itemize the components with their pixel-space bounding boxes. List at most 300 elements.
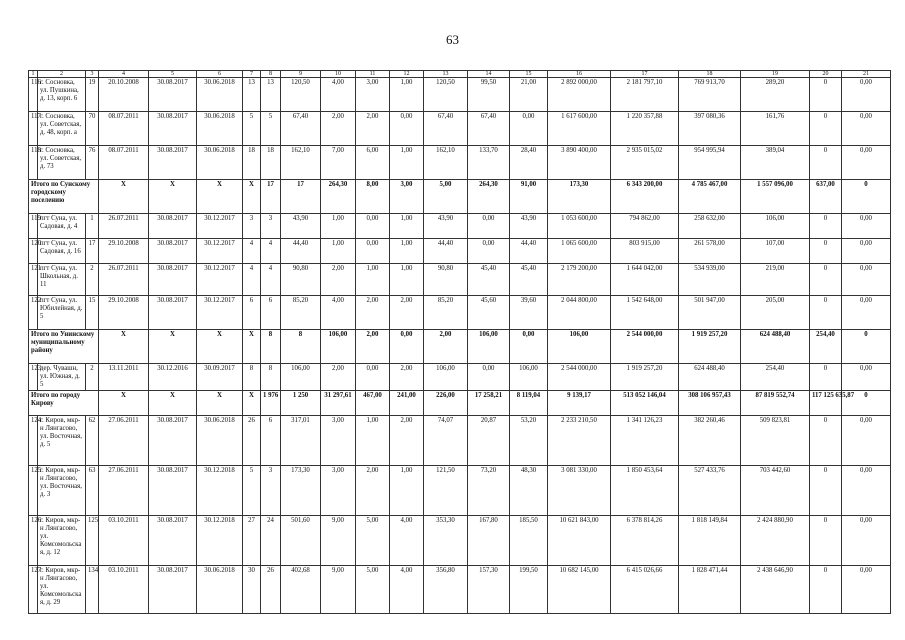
table-cell: 5,00 [356, 516, 390, 566]
table-cell: 0,00 [390, 112, 424, 146]
table-cell: 173,30 [548, 180, 611, 214]
table-cell: 254,40 [810, 330, 842, 364]
table-cell: 19 [86, 78, 99, 112]
table-cell: 2,00 [356, 330, 390, 364]
table-cell: 0,00 [842, 416, 891, 466]
table-cell: X [99, 391, 149, 416]
table-cell: 31 297,61 [321, 391, 356, 416]
table-cell: 30.08.2017 [149, 516, 197, 566]
table-cell: 106,00 [741, 214, 810, 239]
row-number-cell: 126 [29, 516, 38, 566]
table-cell: 205,00 [741, 296, 810, 330]
table-cell: 48,30 [510, 466, 548, 516]
table-cell: 0,00 [842, 296, 891, 330]
table-cell: 3 [261, 466, 281, 516]
table-cell: 1 220 357,88 [611, 112, 679, 146]
table-cell: 317,01 [281, 416, 321, 466]
column-number: 8 [261, 71, 281, 78]
table-cell: 30.12.2018 [197, 516, 243, 566]
column-number: 12 [390, 71, 424, 78]
table-cell: 30.06.2018 [197, 566, 243, 614]
table-cell: 44,40 [510, 239, 548, 264]
table-cell: 254,40 [741, 364, 810, 391]
table-cell: 1 919 257,20 [679, 330, 741, 364]
table-cell: 27.06.2011 [99, 416, 149, 466]
table-cell: 527 433,76 [679, 466, 741, 516]
table-cell: 382 260,46 [679, 416, 741, 466]
table-cell: 258 632,00 [679, 214, 741, 239]
table-cell: 1,00 [390, 466, 424, 516]
table-cell: 18 [261, 146, 281, 180]
table-cell: 134 [86, 566, 99, 614]
table-cell: 30.08.2017 [149, 296, 197, 330]
table-cell: 241,00 [390, 391, 424, 416]
table-row [29, 78, 891, 112]
table-cell: 30.06.2018 [197, 78, 243, 112]
table-cell: 1,00 [390, 264, 424, 296]
table-cell: 15 [86, 296, 99, 330]
table-cell: 7,00 [321, 146, 356, 180]
table-cell: 43,90 [281, 214, 321, 239]
table-cell: 76 [86, 146, 99, 180]
table-row [29, 516, 891, 566]
row-number-cell: 120 [29, 239, 38, 264]
table-cell: 45,60 [468, 296, 510, 330]
column-number: 7 [243, 71, 261, 78]
table-cell: 0,00 [468, 364, 510, 391]
table-cell: 4,00 [390, 516, 424, 566]
table-cell: 162,10 [424, 146, 468, 180]
table-cell: 3 [261, 214, 281, 239]
table-cell: 1,00 [321, 214, 356, 239]
table-cell: 45,40 [468, 264, 510, 296]
table-cell: 4,00 [321, 296, 356, 330]
table-cell: 264,30 [468, 180, 510, 214]
table-cell: 3 [243, 214, 261, 239]
table-cell: 794 862,00 [611, 214, 679, 239]
table-cell: 67,40 [424, 112, 468, 146]
table-cell: 106,00 [281, 364, 321, 391]
table-cell: 4,00 [321, 78, 356, 112]
table-cell: 5,00 [424, 180, 468, 214]
table-row [29, 296, 891, 330]
table-cell: 26 [261, 566, 281, 614]
table-cell: 0,00 [842, 146, 891, 180]
table-cell: 67,40 [281, 112, 321, 146]
table-cell: 1 341 126,23 [611, 416, 679, 466]
row-number-cell: 116 [29, 78, 38, 112]
table-cell: 0,00 [390, 330, 424, 364]
column-number: 15 [510, 71, 548, 78]
table-cell: 30.08.2017 [149, 78, 197, 112]
table-cell: 6 378 814,26 [611, 516, 679, 566]
table-cell: 106,00 [468, 330, 510, 364]
table-cell: 1 [86, 214, 99, 239]
column-number: 9 [281, 71, 321, 78]
table-cell: 63 [86, 466, 99, 516]
table-cell: 0,00 [356, 364, 390, 391]
table-cell: 162,10 [281, 146, 321, 180]
table-cell: 30.12.2017 [197, 214, 243, 239]
column-number: 2 [38, 71, 86, 78]
table-cell: 0 [810, 264, 842, 296]
table-cell: 769 913,70 [679, 78, 741, 112]
table-cell: 2 892 000,00 [548, 78, 611, 112]
table-cell: 6 415 026,66 [611, 566, 679, 614]
column-number: 11 [356, 71, 390, 78]
table-cell: 125 [86, 516, 99, 566]
table-cell: 30.08.2017 [149, 239, 197, 264]
table-cell: 3,00 [356, 78, 390, 112]
table-cell: 2 935 015,02 [611, 146, 679, 180]
table-cell: 0,00 [842, 214, 891, 239]
subtotal-label: Итого по городу Кирову [29, 391, 99, 416]
table-cell: 0 [810, 78, 842, 112]
table-cell: 0,00 [356, 214, 390, 239]
table-cell: 2 438 646,90 [741, 566, 810, 614]
table-cell: 30.08.2017 [149, 566, 197, 614]
table-cell: 27.06.2011 [99, 466, 149, 516]
table-cell: 2,00 [390, 296, 424, 330]
table-cell: 2,00 [321, 112, 356, 146]
table-cell: 0 [842, 391, 891, 416]
table-cell: 389,04 [741, 146, 810, 180]
row-number-cell: 127 [29, 566, 38, 614]
table-cell: 226,00 [424, 391, 468, 416]
table-cell: 703 442,60 [741, 466, 810, 516]
table-cell: 1 065 600,00 [548, 239, 611, 264]
table-cell: 624 488,40 [679, 364, 741, 391]
table-cell: 30.08.2017 [149, 112, 197, 146]
page-number: 63 [446, 32, 459, 47]
address-cell: г. Сосновка, ул. Пушкина, д. 13, корп. 6 [38, 78, 86, 112]
address-cell: г. Сосновка, ул. Советская, д. 73 [38, 146, 86, 180]
table-cell: 8 [281, 330, 321, 364]
table-cell: 0 [810, 364, 842, 391]
table-cell: 161,76 [741, 112, 810, 146]
table-cell: 0,00 [510, 112, 548, 146]
row-number-cell: 121 [29, 264, 38, 296]
table-cell: X [243, 391, 261, 416]
table-cell: 120,50 [424, 78, 468, 112]
table-cell: 121,50 [424, 466, 468, 516]
table-cell: 1 818 149,84 [679, 516, 741, 566]
table-cell: 1,00 [390, 214, 424, 239]
table-cell: 8 [243, 364, 261, 391]
subtotal-row [29, 330, 891, 364]
table-cell: 20.10.2008 [99, 78, 149, 112]
table-cell: 5,00 [356, 566, 390, 614]
table-cell: 219,00 [741, 264, 810, 296]
table-cell: 30.12.2017 [197, 239, 243, 264]
column-number: 13 [424, 71, 468, 78]
table-cell: 120,50 [281, 78, 321, 112]
table-row [29, 566, 891, 614]
table-cell: 1 644 042,00 [611, 264, 679, 296]
table-cell: 117 125 635,87 [810, 391, 842, 416]
table-cell: 87 819 552,74 [741, 391, 810, 416]
table-cell: 30.06.2018 [197, 112, 243, 146]
table-cell: 6 [243, 296, 261, 330]
table-cell: 90,80 [281, 264, 321, 296]
table-cell: 03.10.2011 [99, 566, 149, 614]
column-number: 6 [197, 71, 243, 78]
table-cell: 2 544 000,00 [611, 330, 679, 364]
table-cell: 2,00 [356, 466, 390, 516]
table-cell: 30 [243, 566, 261, 614]
table-cell: 13 [261, 78, 281, 112]
address-cell: пгт Суна, ул. Школьная, д. 11 [38, 264, 86, 296]
row-number-cell: 125 [29, 466, 38, 516]
table-cell: 157,30 [468, 566, 510, 614]
table-cell: 08.07.2011 [99, 146, 149, 180]
table-cell: 2,00 [321, 364, 356, 391]
table-cell: 6 343 200,00 [611, 180, 679, 214]
column-number: 16 [548, 71, 611, 78]
table-cell: 0 [842, 180, 891, 214]
table-cell: 1 557 096,00 [741, 180, 810, 214]
table-cell: X [149, 391, 197, 416]
address-cell: г. Киров, мкр-н Лянгасово, ул. Комсомольская, д. 12 [38, 516, 86, 566]
address-cell: г. Сосновка, ул. Советская, д. 48, корп. а [38, 112, 86, 146]
table-cell: 10 621 843,00 [548, 516, 611, 566]
table-cell: 13.11.2011 [99, 364, 149, 391]
table-cell: 0 [810, 516, 842, 566]
table-cell: 167,80 [468, 516, 510, 566]
table-cell: 2 179 200,00 [548, 264, 611, 296]
table-cell: 9,00 [321, 516, 356, 566]
table-cell: 353,30 [424, 516, 468, 566]
table-cell: 9 139,17 [548, 391, 611, 416]
table-row [29, 146, 891, 180]
table-cell: 2,00 [390, 416, 424, 466]
subtotal-label: Итого по Сунскому городскому поселению [29, 180, 99, 214]
table-cell: 30.08.2017 [149, 214, 197, 239]
table-cell: 8 119,04 [510, 391, 548, 416]
row-number-cell: 118 [29, 146, 38, 180]
table-cell: 402,68 [281, 566, 321, 614]
table-cell: 1,00 [321, 239, 356, 264]
table-row [29, 264, 891, 296]
table-cell: 30.12.2017 [197, 264, 243, 296]
subtotal-row [29, 180, 891, 214]
register-table-body [29, 71, 891, 614]
table-cell: 8 [261, 330, 281, 364]
table-cell: 0,00 [842, 364, 891, 391]
table-cell: 2,00 [356, 296, 390, 330]
table-cell: 3,00 [321, 466, 356, 516]
table-cell: 501,60 [281, 516, 321, 566]
table-cell: 397 080,36 [679, 112, 741, 146]
table-cell: 29.10.2008 [99, 296, 149, 330]
column-number: 1 [29, 71, 38, 78]
table-cell: 27 [243, 516, 261, 566]
table-cell: 74,07 [424, 416, 468, 466]
table-cell: 0,00 [842, 112, 891, 146]
table-cell: X [149, 330, 197, 364]
table-cell: X [99, 180, 149, 214]
table-cell: 2 544 000,00 [548, 364, 611, 391]
table-cell: 1 617 600,00 [548, 112, 611, 146]
table-cell: 3 890 400,00 [548, 146, 611, 180]
table-cell: 44,40 [281, 239, 321, 264]
table-cell: 30.08.2017 [149, 146, 197, 180]
table-cell: 0,00 [842, 264, 891, 296]
table-cell: 2 044 800,00 [548, 296, 611, 330]
table-cell: 173,30 [281, 466, 321, 516]
table-cell: 26.07.2011 [99, 264, 149, 296]
table-cell: 133,70 [468, 146, 510, 180]
table-cell: 106,00 [548, 330, 611, 364]
column-number: 3 [86, 71, 99, 78]
table-cell: 45,40 [510, 264, 548, 296]
table-row [29, 416, 891, 466]
table-cell: 0 [842, 330, 891, 364]
row-number-cell: 122 [29, 296, 38, 330]
table-cell: 185,50 [510, 516, 548, 566]
table-cell: 6 [261, 296, 281, 330]
table-cell: 30.06.2018 [197, 146, 243, 180]
table-cell: X [197, 330, 243, 364]
table-cell: 1 250 [281, 391, 321, 416]
row-number-cell: 124 [29, 416, 38, 466]
table-cell: 10 682 145,00 [548, 566, 611, 614]
table-cell: 2,00 [321, 264, 356, 296]
table-cell: 0,00 [842, 516, 891, 566]
table-row [29, 239, 891, 264]
address-cell: дер. Чувашн, ул. Южная, д. 5 [38, 364, 86, 391]
table-cell: 30.12.2016 [149, 364, 197, 391]
table-cell: 39,60 [510, 296, 548, 330]
table-cell: 0 [810, 146, 842, 180]
table-cell: X [243, 180, 261, 214]
table-row [29, 112, 891, 146]
address-cell: г. Киров, мкр-н Лянгасово, ул. Восточная, д. 3 [38, 466, 86, 516]
table-cell: X [243, 330, 261, 364]
table-cell: 0,00 [468, 239, 510, 264]
column-number-row [29, 71, 891, 78]
column-number: 17 [611, 71, 679, 78]
column-number: 20 [810, 71, 842, 78]
table-cell: 0,00 [356, 239, 390, 264]
table-cell: 90,80 [424, 264, 468, 296]
table-cell: 501 947,00 [679, 296, 741, 330]
table-cell: 08.07.2011 [99, 112, 149, 146]
table-cell: 6 [261, 416, 281, 466]
table-cell: 0 [810, 112, 842, 146]
table-cell: 1,00 [356, 416, 390, 466]
table-cell: 3,00 [321, 416, 356, 466]
table-cell: 8,00 [356, 180, 390, 214]
table-cell: 91,00 [510, 180, 548, 214]
table-row [29, 466, 891, 516]
table-cell: X [149, 180, 197, 214]
table-cell: 3,00 [390, 180, 424, 214]
table-cell: 0,00 [510, 330, 548, 364]
table-cell: 43,90 [510, 214, 548, 239]
table-cell: 4 [261, 264, 281, 296]
table-cell: X [197, 180, 243, 214]
table-cell: 62 [86, 416, 99, 466]
table-cell: 0 [810, 239, 842, 264]
address-cell: пгт Суна, ул. Юбилейная, д. 5 [38, 296, 86, 330]
table-cell: 18 [243, 146, 261, 180]
subtotal-row [29, 391, 891, 416]
table-cell: 43,90 [424, 214, 468, 239]
table-cell: 17 258,21 [468, 391, 510, 416]
table-cell: 1 919 257,20 [611, 364, 679, 391]
table-cell: 264,30 [321, 180, 356, 214]
table-cell: 4 [243, 239, 261, 264]
address-cell: г. Киров, мкр-н Лянгасово, ул. Восточная, д. 5 [38, 416, 86, 466]
table-cell: 85,20 [281, 296, 321, 330]
table-cell: 8 [261, 364, 281, 391]
table-cell: 2,00 [390, 364, 424, 391]
subtotal-label: Итого по Унинскому муниципальному району [29, 330, 99, 364]
table-cell: 26 [243, 416, 261, 466]
table-cell: 0,00 [468, 214, 510, 239]
table-cell: 2 424 880,90 [741, 516, 810, 566]
register-table [28, 70, 891, 614]
table-cell: 6,00 [356, 146, 390, 180]
table-cell: 1,00 [390, 78, 424, 112]
column-number: 5 [149, 71, 197, 78]
row-number-cell: 123 [29, 364, 38, 391]
table-cell: 03.10.2011 [99, 516, 149, 566]
table-cell: 467,00 [356, 391, 390, 416]
table-cell: 13 [243, 78, 261, 112]
table-cell: 30.08.2017 [149, 264, 197, 296]
table-cell: 26.07.2011 [99, 214, 149, 239]
table-cell: 1,00 [356, 264, 390, 296]
table-cell: 2 [86, 364, 99, 391]
column-number: 19 [741, 71, 810, 78]
table-cell: 30.06.2018 [197, 416, 243, 466]
table-cell: 17 [261, 180, 281, 214]
table-cell: 4,00 [390, 566, 424, 614]
table-cell: 1 850 453,64 [611, 466, 679, 516]
table-cell: 3 081 330,00 [548, 466, 611, 516]
table-cell: 2,00 [356, 112, 390, 146]
column-number: 4 [99, 71, 149, 78]
row-number-cell: 119 [29, 214, 38, 239]
table-cell: 5 [243, 112, 261, 146]
table-cell: 30.09.2017 [197, 364, 243, 391]
table-cell: 1 053 600,00 [548, 214, 611, 239]
table-cell: 28,40 [510, 146, 548, 180]
table-cell: 99,50 [468, 78, 510, 112]
table-cell: 70 [86, 112, 99, 146]
table-cell: 107,00 [741, 239, 810, 264]
table-cell: 20,87 [468, 416, 510, 466]
table-cell: 9,00 [321, 566, 356, 614]
table-cell: 0,00 [842, 78, 891, 112]
address-cell: пгт Суна, ул. Садовая, д. 16 [38, 239, 86, 264]
table-cell: 1 542 648,00 [611, 296, 679, 330]
table-cell: 30.08.2017 [149, 416, 197, 466]
table-cell: 0 [810, 416, 842, 466]
column-number: 14 [468, 71, 510, 78]
table-cell: 199,50 [510, 566, 548, 614]
table-cell: 2,00 [424, 330, 468, 364]
table-cell: 356,80 [424, 566, 468, 614]
table-cell: 509 823,81 [741, 416, 810, 466]
table-cell: 0,00 [842, 239, 891, 264]
address-cell: пгт Суна, ул. Садовая, д. 4 [38, 214, 86, 239]
table-cell: 0 [810, 566, 842, 614]
table-cell: 954 995,94 [679, 146, 741, 180]
table-cell: 803 915,00 [611, 239, 679, 264]
